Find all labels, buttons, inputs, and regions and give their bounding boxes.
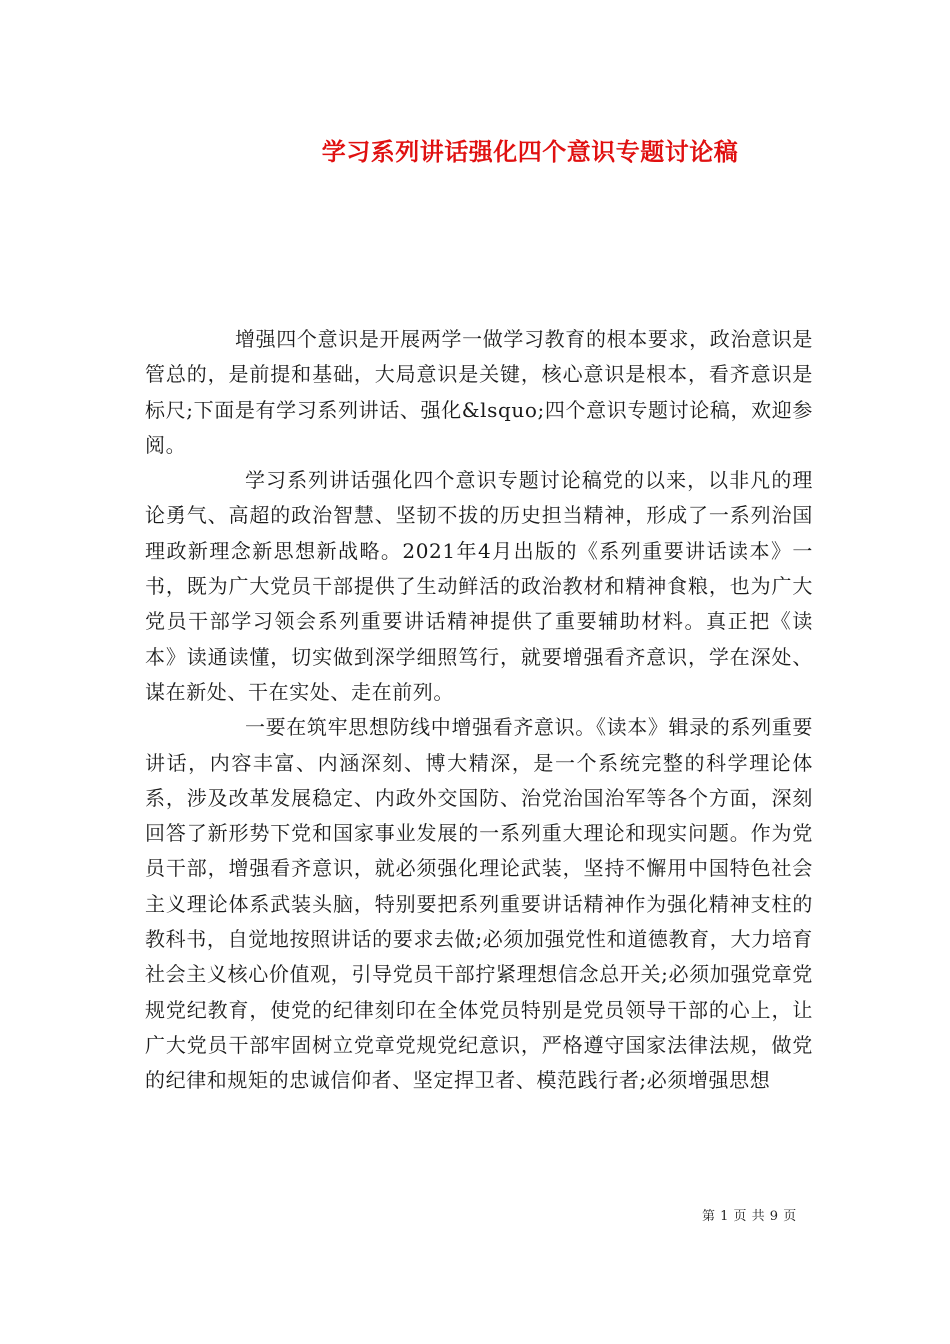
document-title: 学习系列讲话强化四个意识专题讨论稿 xyxy=(321,137,739,166)
page-number-footer: 第 1 页 共 9 页 xyxy=(702,1209,797,1224)
paragraph-overview: 学习系列讲话强化四个意识专题讨论稿党的以来，以非凡的理论勇气、高超的政治智慧、坚韧不拔的历史担当精神，形成了一系列治国理政新理念新思想新战略。2021年4月出版的《系列重要讲话读本》一书，既为广大党员干部提供了生动鲜活的政治教材和精神食粮，也为广大党员干部学习领会系列重要讲话精神提供了重要辅助材料。真正把《读本》读通读懂，切实做到深学细照笃行，就要增强看齐意识，学在深处、谋在新处、干在实处、走在前列。 xyxy=(145,468,813,704)
paragraph-intro: 增强四个意识是开展两学一做学习教育的根本要求，政治意识是管总的，是前提和基础，大局意识是关键，核心意识是根本，看齐意识是标尺;下面是有学习系列讲话、强化&lsquo;四个意识专题讨论稿，欢迎参阅。 xyxy=(145,327,813,457)
document-body xyxy=(145,322,813,1099)
paragraph-point-one: 一要在筑牢思想防线中增强看齐意识。《读本》辑录的系列重要讲话，内容丰富、内涵深刻、博大精深，是一个系统完整的科学理论体系，涉及改革发展稳定、内政外交国防、治党治国治军等各个方面，深刻回答了新形势下党和国家事业发展的一系列重大理论和现实问题。作为党员干部，增强看齐意识，就必须强化理论武装，坚持不懈用中国特色社会主义理论体系武装头脑，特别要把系列重要讲话精神作为强化精神支柱的教科书，自觉地按照讲话的要求去做;必须加强党性和道德教育，大力培育社会主义核心价值观，引导党员干部拧紧理想信念总开关;必须加强党章党规党纪教育，使党的纪律刻印在全体党员特别是党员领导干部的心上，让广大党员干部牢固树立党章党规党纪意识，严格遵守国家法律法规，做党的纪律和规矩的忠诚信仰者、坚定捍卫者、模范践行者;必须增强思想 xyxy=(145,715,813,1093)
